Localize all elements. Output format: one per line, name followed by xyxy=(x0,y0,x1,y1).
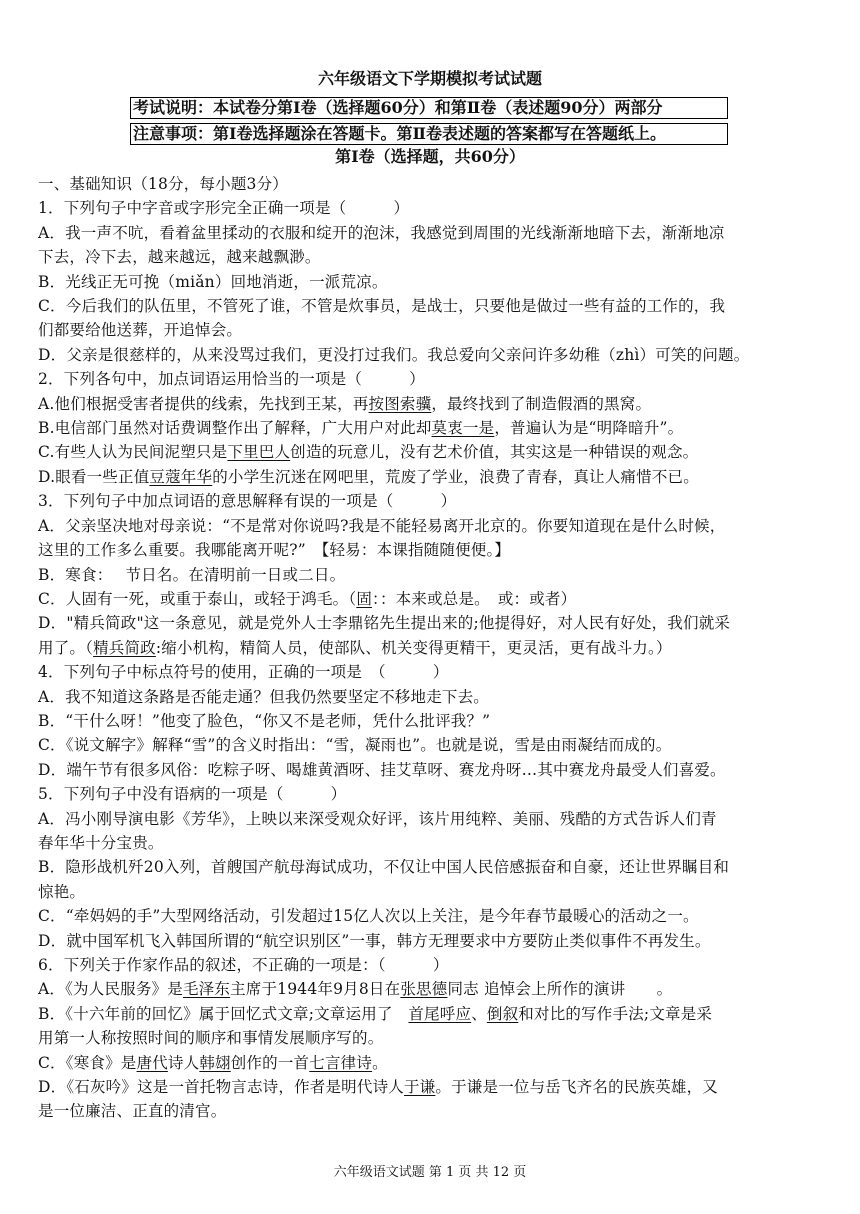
text-line xyxy=(38,172,828,196)
text-line xyxy=(38,1026,828,1050)
line-text: 2．下列各句中，加点词语运用恰当的一项是（ ） xyxy=(38,370,425,389)
line-text: 用第一人称按照时间的顺序和事情发展顺序写的。 xyxy=(38,1029,384,1048)
text-line xyxy=(38,880,828,904)
line-text: D．端午节有很多风俗：吃粽子呀、喝雄黄酒呀、挂艾草呀、赛龙舟呀…其中赛龙舟最受人们喜爱。 xyxy=(38,760,726,779)
underlined-term: 精兵简政 xyxy=(93,638,156,657)
line-text: 。于谦是一位与岳飞齐名的民族英雄，又 xyxy=(435,1078,718,1097)
line-text: 1．下列句子中字音或字形完全正确一项是（ ） xyxy=(38,199,410,218)
text-line xyxy=(38,1075,828,1099)
text-line xyxy=(38,904,828,928)
exam-instructions-box: 考试说明：本试卷分第Ⅰ卷（选择题60分）和第Ⅱ卷（表述题90分）两部分 xyxy=(130,97,728,119)
line-text: C．《寒食》是 xyxy=(38,1053,137,1072)
text-line xyxy=(38,1051,828,1075)
text-line xyxy=(38,318,828,342)
underlined-term: 首尾呼应 xyxy=(408,1004,472,1023)
text-line xyxy=(38,367,828,391)
line-text: 春年华十分宝贵。 xyxy=(38,833,164,852)
line-text: 用了。（ xyxy=(38,638,94,657)
line-text: 诗人 xyxy=(167,1053,200,1072)
part-one-title: 第Ⅰ卷（选择题，共60分） xyxy=(335,147,525,166)
line-text: C．今后我们的队伍里，不管死了谁，不管是炊事员，是战士，只要他是做过一些有益的工作的，我 xyxy=(38,297,726,316)
text-line xyxy=(38,245,828,269)
text-line xyxy=(38,685,828,709)
underlined-term: 倒叙 xyxy=(486,1004,519,1023)
line-text: ：：本来或总是。 或：或者） xyxy=(372,589,577,608)
text-line xyxy=(38,538,828,562)
underlined-term: 于谦 xyxy=(403,1078,436,1097)
exam-notes-box: 注意事项：第Ⅰ卷选择题涂在答题卡。第Ⅱ卷表述题的答案都写在答题纸上。 xyxy=(130,123,728,145)
line-text: B．寒食： 节日名。在清明前一日或二日。 xyxy=(38,565,346,584)
text-line xyxy=(38,758,828,782)
line-text: B．光线正无可挽（miǎn）回地消逝，一派荒凉。 xyxy=(38,272,388,291)
line-text: A．我一声不吭，看着盆里揉动的衣服和绽开的泡沫，我感觉到周围的光线渐渐地暗下去，渐渐地凉 xyxy=(38,223,725,242)
line-text: ，最终找到了制造假酒的黑窝。 xyxy=(431,394,652,413)
line-text: 主席于1944年9月8日在 xyxy=(230,980,401,999)
underlined-term: 下里巴人 xyxy=(227,443,291,462)
line-text: 的小学生沉迷在网吧里，荒废了学业，浪费了青春，真让人痛惜不已。 xyxy=(212,467,699,486)
question-content xyxy=(38,172,828,1124)
text-line xyxy=(38,953,828,977)
line-text: 、 xyxy=(471,1004,487,1023)
line-text: C．《说文解字》解释“雪”的含义时指出：“雪，凝雨也”。也就是说，雪是由雨凝结而成的。 xyxy=(38,736,672,755)
line-text: A．冯小刚导演电影《芳华》，上映以来深受观众好评，该片用纯粹、美丽、残酷的方式告诉人们青 xyxy=(38,809,717,828)
underlined-term: 固 xyxy=(356,589,373,608)
exam-title: 六年级语文下学期模拟考试试题 xyxy=(317,69,542,88)
text-line xyxy=(38,270,828,294)
underlined-term: 按图索骥 xyxy=(368,394,432,413)
underlined-term: 韩翃 xyxy=(199,1053,231,1072)
line-text: B．“干什么呀！”他变了脸色，“你又不是老师，凭什么批评我？” xyxy=(38,711,491,730)
line-text: A．父亲坚决地对母亲说：“不是常对你说吗?我是不能轻易离开北京的。你要知道现在是什么时候， xyxy=(38,516,726,535)
text-line xyxy=(38,221,828,245)
line-text: 和对比的写作手法;文章是采 xyxy=(518,1004,713,1023)
line-text: C．“牵妈妈的手”大型网络活动，引发超过15亿人次以上关注，是今年春节最暖心的活动之一。 xyxy=(38,907,699,926)
underlined-term: 唐代 xyxy=(136,1053,168,1072)
line-text: 创作的一首 xyxy=(230,1053,310,1072)
line-text: 5．下列句子中没有语病的一项是（ ） xyxy=(38,785,347,804)
text-line xyxy=(38,1099,828,1123)
text-line xyxy=(38,294,828,318)
line-text: D．父亲是很慈样的，从来没骂过我们，更没打过我们。我总爱向父亲问许多幼稚（zhì）可笑的问题。 xyxy=(38,345,750,364)
text-line xyxy=(38,440,828,464)
text-line xyxy=(38,489,828,513)
line-text: 创造的玩意儿，没有艺术价值，其实这是一种错误的观念。 xyxy=(290,443,699,462)
line-text: 4．下列句子中标点符号的使用，正确的一项是 （ ） xyxy=(38,663,449,682)
text-line xyxy=(38,831,828,855)
line-text: C．人固有一死，或重于泰山，或轻于鸿毛。（ xyxy=(38,589,357,608)
text-line xyxy=(38,465,828,489)
text-line xyxy=(38,636,828,660)
text-line xyxy=(38,416,828,440)
line-text: ，普遍认为是“明降暗升”。 xyxy=(494,419,684,438)
text-line xyxy=(38,611,828,635)
line-text: A．我不知道这条路是否能走通？但我仍然要坚定不移地走下去。 xyxy=(38,687,489,706)
line-text: A.他们根据受害者提供的线索，先找到王某，再 xyxy=(38,394,369,413)
text-line xyxy=(38,1002,828,1026)
underlined-term: 七言律诗 xyxy=(309,1053,373,1072)
line-text: 是一位廉洁、正直的清官。 xyxy=(38,1102,227,1121)
line-text: D．就中国军机飞入韩国所谓的“航空识别区”一事，韩方无理要求中方要防止类似事件不再发生。 xyxy=(38,931,711,950)
text-line xyxy=(38,587,828,611)
line-text: D.眼看一些正值 xyxy=(38,467,150,486)
line-text: :缩小机构，精简人员，使部队、机关变得更精干，更灵活，更有战斗力。） xyxy=(155,638,672,657)
text-line xyxy=(38,514,828,538)
text-line xyxy=(38,977,828,1001)
text-line xyxy=(38,782,828,806)
line-text: 这里的工作多么重要。我哪能离开呢?” 【轻易：本课指随随便便。】 xyxy=(38,541,511,560)
text-line xyxy=(38,709,828,733)
underlined-term: 莫衷一是 xyxy=(431,419,495,438)
line-text: 3．下列句子中加点词语的意思解释有误的一项是（ ） xyxy=(38,492,457,511)
line-text: 同志 追悼会上所作的演讲 。 xyxy=(447,980,673,999)
page-footer: 六年级语文试题 第 1 页 共 12 页 xyxy=(333,1165,527,1180)
underlined-term: 毛泽东 xyxy=(182,980,231,999)
underlined-term: 豆蔻年华 xyxy=(149,467,213,486)
line-text: B.电信部门虽然对话费调整作出了解释，广大用户对此却 xyxy=(38,419,432,438)
text-line xyxy=(38,929,828,953)
text-line xyxy=(38,343,828,367)
line-text: 。 xyxy=(372,1053,388,1072)
line-text: B．《十六年前的回忆》属于回忆式文章;文章运用了 xyxy=(38,1004,409,1023)
text-line xyxy=(38,392,828,416)
underlined-term: 张思德 xyxy=(400,980,448,999)
text-line xyxy=(38,563,828,587)
line-text: D．"精兵简政"这一条意见，就是党外人士李鼎铭先生提出来的;他提得好，对人民有好处，我们就采 xyxy=(38,614,731,633)
line-text: B．隐形战机歼20入列，首艘国产航母海试成功，不仅让中国人民倍感振奋和自豪，还让世界瞩目和 xyxy=(38,858,730,877)
line-text: 6．下列关于作家作品的叙述，不正确的一项是：（ ） xyxy=(38,956,449,974)
line-text: C.有些人认为民间泥塑只是 xyxy=(38,443,228,462)
line-text: A．《为人民服务》是 xyxy=(38,980,183,999)
text-line xyxy=(38,807,828,831)
text-line xyxy=(38,733,828,757)
line-text: 下去，冷下去，越来越远，越来越飘渺。 xyxy=(38,248,321,267)
text-line xyxy=(38,855,828,879)
text-line xyxy=(38,196,828,220)
line-text: D．《石灰吟》这是一首托物言志诗，作者是明代诗人 xyxy=(38,1078,404,1097)
line-text: 们都要给他送葬，开追悼会。 xyxy=(38,321,243,340)
line-text: 惊艳。 xyxy=(38,882,86,901)
line-text: 一、基础知识（18分，每小题3分） xyxy=(38,175,288,193)
text-line xyxy=(38,660,828,684)
